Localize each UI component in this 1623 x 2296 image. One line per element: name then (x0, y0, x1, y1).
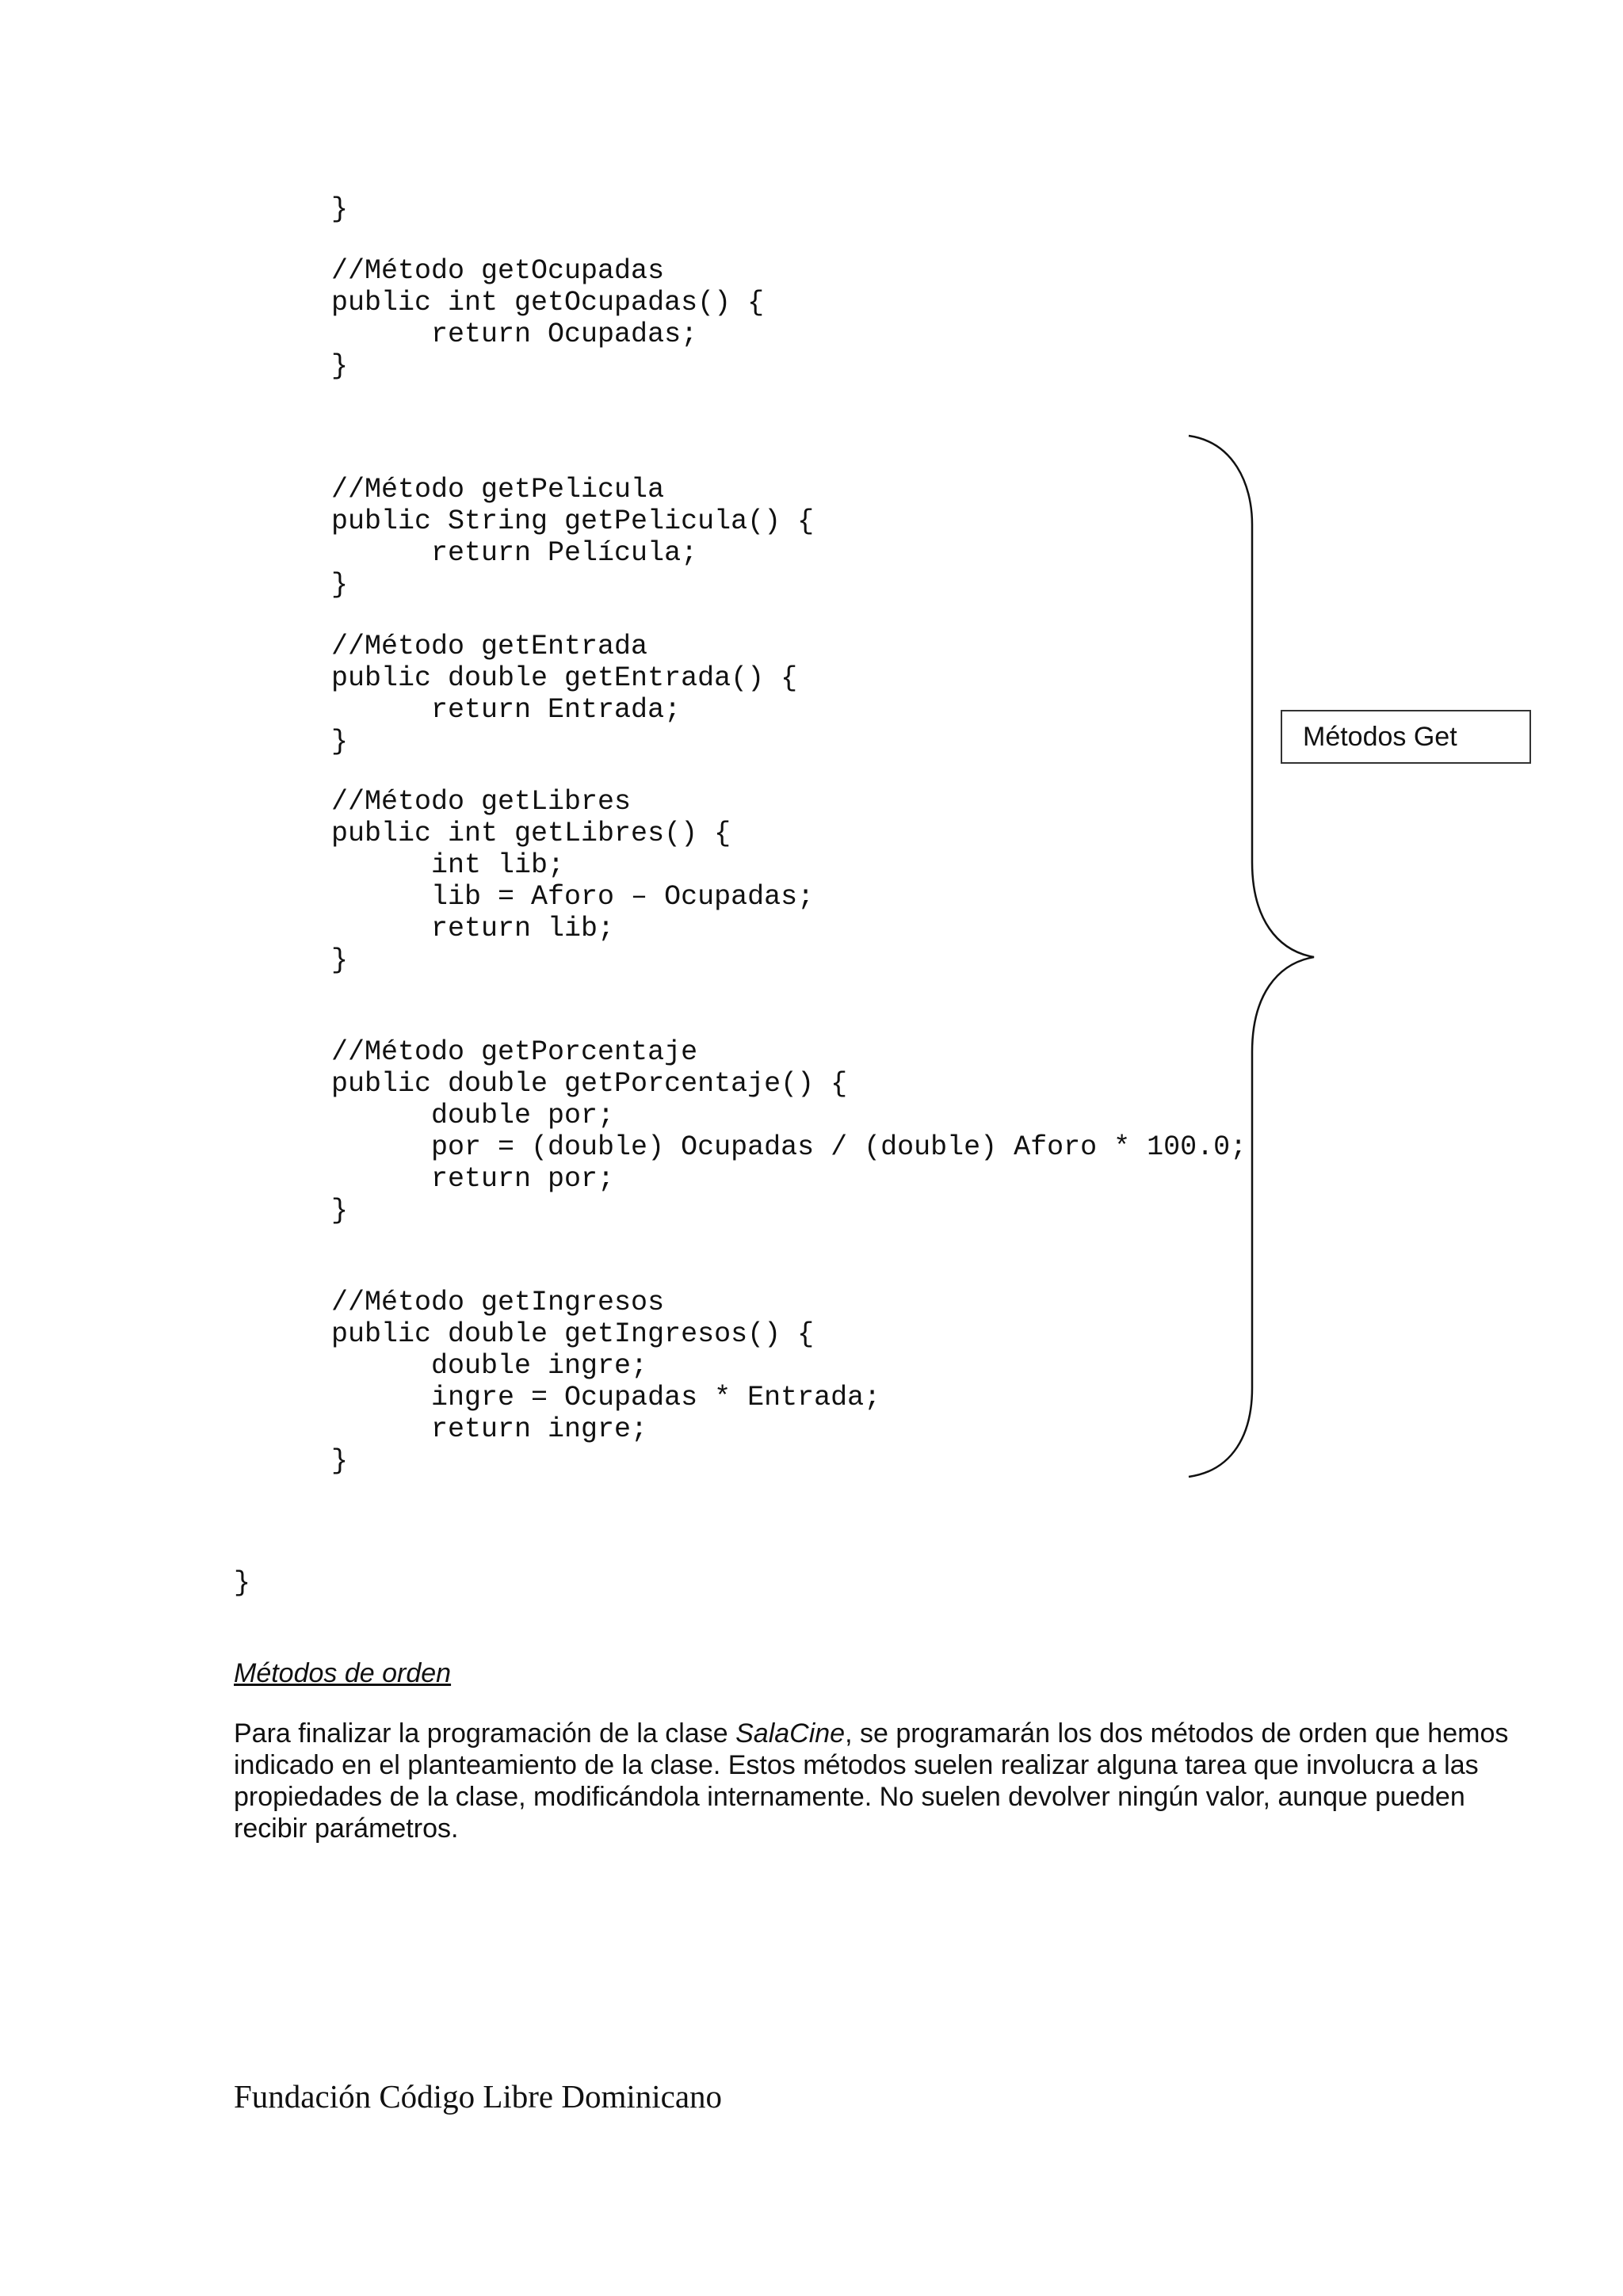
class-name-emphasis: SalaCine (735, 1718, 846, 1749)
code-line: } (331, 944, 349, 976)
code-line: lib = Aforo – Ocupadas; (331, 881, 815, 913)
code-line: public double getIngresos() { (331, 1318, 815, 1350)
code-line: } (331, 1195, 349, 1226)
code-comment: //Método getOcupadas (331, 255, 665, 287)
code-line: por = (double) Ocupadas / (double) Aforo * 100.0; (331, 1131, 1247, 1163)
curly-brace-path (1189, 436, 1314, 1477)
code-line: return por; (331, 1163, 615, 1195)
code-comment: //Método getEntrada (331, 631, 648, 662)
code-comment: //Método getPelicula (331, 474, 665, 505)
code-line: return lib; (331, 913, 615, 944)
code-line: } (331, 350, 349, 382)
code-line: int lib; (331, 849, 565, 881)
code-line: double ingre; (331, 1350, 648, 1382)
code-line: public int getLibres() { (331, 818, 731, 849)
code-line: return Ocupadas; (331, 318, 698, 350)
code-line: public String getPelicula() { (331, 505, 815, 537)
paragraph-text-end: , se programarán los dos métodos de orden que hemos indicado en el planteamiento de la clase. Estos métodos suelen realizar alguna tarea que involucra a las propiedades de la clase, modificándola internamente. No suelen devolver ningún valor, aunque pueden recibir parámetros. (234, 1718, 1509, 1844)
code-line: ingre = Ocupadas * Entrada; (331, 1382, 881, 1413)
section-heading: Métodos de orden (234, 1658, 452, 1688)
code-line: return ingre; (331, 1413, 648, 1445)
methods-get-label (1281, 710, 1531, 764)
code-line: } (331, 569, 349, 601)
code-comment: //Método getPorcentaje (331, 1036, 698, 1068)
code-comment: //Método getIngresos (331, 1287, 665, 1318)
code-line: } (331, 193, 349, 225)
code-comment: //Método getLibres (331, 786, 632, 818)
section-paragraph (234, 1718, 1518, 1844)
page-footer: Fundación Código Libre Dominicano (234, 2078, 723, 2115)
code-closing-brace: } (234, 1567, 251, 1599)
code-line: double por; (331, 1100, 615, 1131)
paragraph-text-start: Para finalizar la programación de la clase (234, 1718, 736, 1749)
code-line: return Película; (331, 537, 698, 569)
code-line: } (331, 1445, 349, 1477)
code-line: return Entrada; (331, 694, 682, 726)
methods-get-label-text: Métodos Get (1303, 722, 1457, 752)
code-line: public int getOcupadas() { (331, 287, 765, 318)
code-line: public double getEntrada() { (331, 662, 798, 694)
code-line: } (331, 726, 349, 757)
code-line: public double getPorcentaje() { (331, 1068, 848, 1100)
